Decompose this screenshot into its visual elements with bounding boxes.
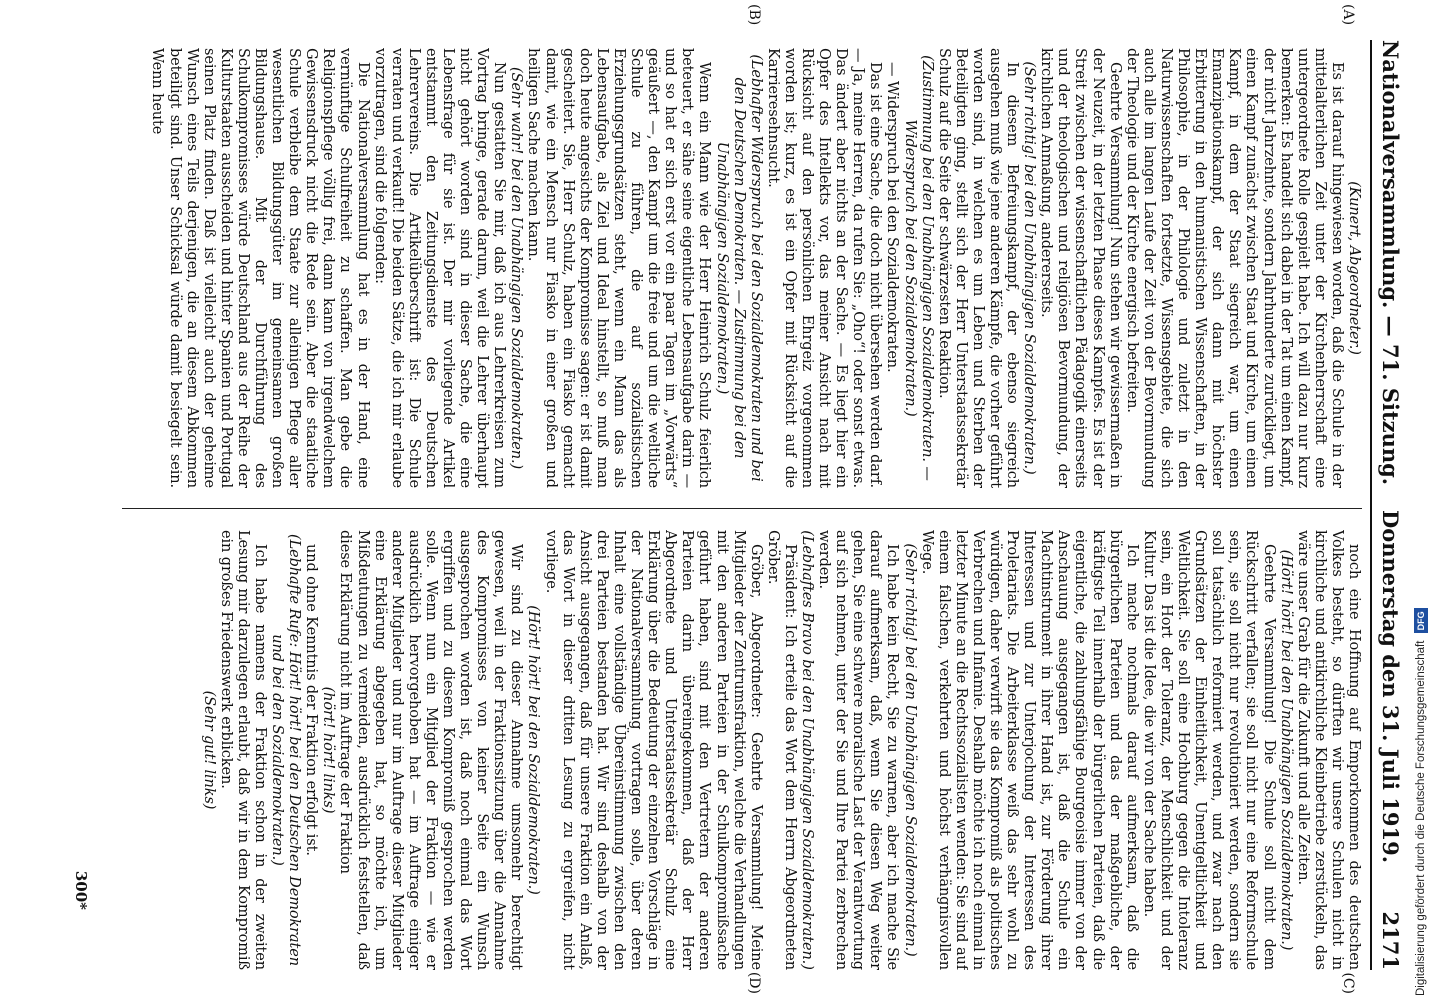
paragraph: (Kunert, Abgeordneter.): [1346, 181, 1362, 355]
page-number: 2171: [1378, 911, 1403, 970]
margin-mark-a: (A): [1340, 4, 1356, 26]
paragraph: (Sehr gut! links): [200, 690, 217, 810]
paragraph: (Lebhafter Widerspruch bei den Sozialdemokraten und bei den Deutschen Demokraten. — Zustimmung bei den Unabhängigen Sozialdemokraten.): [713, 54, 764, 482]
paragraph: (Lebhaftes Bravo bei den Unabhängigen Sozialdemokraten.): [799, 530, 815, 970]
paragraph: Geehrte Versammlung! Die Schule soll nicht dem Rückschritt verfallen; sie soll nicht nur eine Reformschule sein, sie soll nicht nur revolutioniert werden, sondern sie soll tatsächlich reformiert werden, und zwar nach den Grundsätzen der Einheitlichkeit, Unentgeltlichkeit und Weltlichkeit. Sie soll eine Hochburg gegen die Intoleranz sein, ein Hort der Toleranz, der Menschlichkeit und der Kultur. Das ist die Idee, die wir von der Sache haben.: [1140, 530, 1277, 970]
paragraph: In diesem Befreiungskampf, der ebenso siegreich ausgehen muß wie jene anderen Kämpfe, die vorher geführt worden sind, in welchen es um Leben und Sterben der Beteiligten ging, stellt sich der Herr Unterstaatssekretär Schulz auf die Seite der schwärzesten Reaktion.: [935, 48, 1021, 488]
paragraph: Geehrte Versammlung! Nun stehen wir gewissermaßen in der Neuzeit, in der letzten Phase dieses Kampfes. Es ist der Streit zwischen der wissenschaftlichen Pädagogik einerseits und der theologischen und religiösen Bevormundung, der kirchlichen Anmaßung, andererseits.: [1038, 48, 1123, 488]
paragraph: Ich habe kein Recht, Sie zu warnen, aber ich mache Sie darauf aufmerksam, daß, wenn Sie diesen Weg weiter gehen, Sie eine schwere moralische Last der Verantwortung auf sich nehmen, unter der Sie und Ihre Partei zerbrechen werden.: [816, 530, 901, 970]
paragraph: (Hört! hört! bei den Unabhängigen Sozialdemokraten.): [1277, 549, 1294, 951]
paragraph: (Sehr wahr! bei den Unabhängigen Sozialdemokraten.): [508, 66, 525, 470]
paragraph: Wenn ein Mann wie der Herr Heinrich Schulz feierlich beteuert, er sähe seine eigentliche Lebensaufgabe darin — und so hat er sich erst vor ein paar Tagen im „Vorwärts“ geäußert —, den Kampf um die freie und um die weltliche Schule zu führen, die auf sozialistischen Erziehungsgrundsätzen steht, wenn ein Mann das als Lebensaufgabe, als Ziel und Ideal hinstellt, so muß man doch heute angesichts der Kompromisse sagen: er ist damit gescheitert. Sie, Herr Schulz, haben ein Fiasko gemacht damit, wie ein Mensch nur Fiasko in einer großen und heiligen Sache machen kann.: [525, 48, 713, 488]
margin-mark-b: (B): [746, 4, 762, 26]
page-header: [1370, 40, 1408, 970]
paragraph: Wir sind zu dieser Annahme umsomehr berechtigt gewesen, weil in der Fraktionssitzung über die Annahme des Kompromisses von keiner Seite ein Wunsch ausgesprochen worden ist, daß noch einmal das Wort ergriffen und zu diesem Kompromiß gesprochen werden solle. Wenn nun ein Mitglied der Fraktion — wie er ausdrücklich hervorgehoben hat — im Auftrage einiger anderer Mitglieder und nur im Auftrage dieser Mitglieder eine Erklärung abgegeben hat, so möchte ich, um Mißdeutungen zu vermeiden, ausdrücklich feststellen, daß diese Erklärung nicht im Auftrage der Fraktion: [337, 530, 525, 970]
digitization-note: [1412, 6, 1430, 996]
paragraph: Präsident: Ich erteile das Wort dem Herrn Abgeordneten Gröber.: [764, 530, 798, 970]
paragraph: (Sehr richtig! bei den Unabhängigen Sozialdemokraten.): [1021, 61, 1038, 475]
paragraph: Das ist eine Sache, die doch nicht übersehen werden darf. — Ja, meine Herren, da rufen Sie: „Oho“! oder sonst etwas. Das ändert aber nichts an der Sache. — Es liegt hier ein Opfer des Intellekts vor, das meiner Ansicht nach mit Rücksicht auf den persönlichen Ehrgeiz vorgenommen worden ist; kurz, es ist ein Opfer mit Rücksicht auf die Karrieresehnsucht.: [764, 48, 884, 488]
column-divider: [122, 508, 1362, 509]
paragraph: — Widerspruch bei den Sozialdemokraten.: [884, 62, 901, 373]
right-text-column: [92, 530, 1362, 970]
margin-mark-c: (C): [1340, 972, 1356, 994]
paragraph: (Lebhafte Rufe: Hört! hört! bei den Deutschen Demokraten und bei den Sozialdemokraten.): [269, 534, 303, 966]
paragraph: (Zustimmung bei den Unabhängigen Sozialdemokraten. — Widerspruch bei den Sozialdemokraten.): [901, 55, 935, 481]
paragraph: (Sehr richtig! bei den Unabhängigen Sozialdemokraten.): [901, 543, 918, 957]
paragraph: Ich mache nochmals darauf aufmerksam, daß die bürgerlichen Parteien und das der maßgebliche, der kräftigste Teil innerhalb der bürgerlichen Parteien, daß die eigentliche, die zahlungsfähige Bourgeoisie immer von der Anschauung ausgegangen ist, daß die Schule ein Machtinstrument in ihrer Hand ist, zur Förderung ihrer Interessen und zur Unterjochung der Interessen des Proletariats. Die Arbeiterklasse weiß das sehr wohl zu würdigen, daher verwirft sie das Kompromiß als politisches Verbrechen und Infamie. Deshalb möchte ich noch einmal in letzter Minute an die Rechtssozialisten wenden: Sie sind auf einem falschen, verkehrten und höchst verhängnisvollen Wege.: [918, 530, 1140, 970]
header-date: Donnerstag den 31. Juli 1919.: [1378, 510, 1403, 864]
page-signature: 300*: [72, 870, 90, 910]
paragraph: (Hört! hört! bei den Sozialdemokraten.): [525, 605, 542, 895]
left-text-column: [92, 48, 1362, 488]
paragraph: Nun gestatten Sie mir, daß ich aus Lehrerkreisen zum Vortrag bringe, gerade darum, weil die Lehrer überhaupt nicht gehört worden sind in dieser Sache, die eine Lebensfrage für sie ist. Der mir vorliegende Artikel entstammt den Zeitungsdienste des Deutschen Lehrervereins. Die Artikelüberschrift ist: Die Schule verraten und verkauft! Die beiden Sätze, die ich mir erlaube vorzutragen, sind die folgenden:: [371, 48, 508, 488]
paragraph: (hört! hört! links): [320, 686, 337, 814]
paragraph: Die Nationalversammlung hat es in der Hand, eine vernünftige Schulfreiheit zu schaffen. Man gebe die Religionspflege völlig frei, dann kann von irgendwelchem Gewissensdruck nicht die Rede sein. Aber die staatliche Schule verbleibe dem Staate zur alleinigen Pflege aller wesentlichen Bildungsgüter im gemeinsamen großen Bildungshause. Mit der Durchführung des Schulkompromisses würde Deutschland aus der Reihe der Kulturstaaten ausscheiden und hinter Spanien und Portugal seinen Platz finden. Daß ist vielleicht auch der geheime Wunsch eines Teils derjenigen, die an diesem Abkommen beteiligt sind. Unser Schicksal würde damit besiegelt sein. Wenn heute: [149, 48, 371, 488]
paragraph: Gröber, Abgeordneter: Geehrte Versammlung! Meine Mitglieder der Zentrumsfraktion, welche die Verhandlungen mit den anderen Parteien in der Schulkompromißsache geführt haben, sind mit den Vertretern der anderen Parteien darin übereingekommen, daß der Herr Abgeordnete und Unterstaatssekretär Schulz eine Erklärung über die Bedeutung der einzelnen Vorschläge in der Nationalversammlung vortragen solle, über deren Inhalt eine vollständige Übereinstimmung zwischen den drei Parteien bestanden hat. Wir sind deshalb von der Ansicht ausgegangen, daß für unsere Fraktion ein Anlaß, das Wort in dieser dritten Lesung zu ergreifen, nicht vorliege.: [542, 530, 764, 970]
digitization-note-text: Digitalisierung gefördert durch die Deutsche Forschungsgemeinschaft: [1415, 640, 1427, 996]
paragraph: und ohne Kenntnis der Fraktion erfolgt ist.: [303, 544, 320, 856]
paragraph: noch eine Hoffnung auf Emporkommen des deutschen Volkes besteht, so dürften wir unsere Schulen nicht in kirchliche und antikirchliche Kleinbetriebe zerstückeln, das wäre unser Grab für die Zukunft und alle Zeiten.: [1294, 530, 1362, 970]
paragraph: Ich habe namens der Fraktion schon in der zweiten Lesung mir darzulegen erlaubt, daß wir in dem Kompromiß ein großes Friedenswerk erblicken.: [217, 530, 268, 970]
dfg-logo-badge: DFG: [1414, 608, 1428, 633]
newspaper-page: [62, 0, 1422, 1000]
margin-mark-d: (D): [746, 971, 762, 994]
header-left: Nationalversammlung. — 71. Sitzung.: [1378, 40, 1403, 486]
paragraph: Es ist darauf hingewiesen worden, daß die Schule in der mittelalterlichen Zeit unter der Kirchenherrschaft eine untergeordnete Rolle gespielt habe. Ich will dazu nur kurz bemerken: Es handelt sich dabei in der Tat um einen Kampf, der nicht Jahrzehnte, sondern Jahrhunderte zurückliegt, um einen Kampf zunächst zwischen Staat und Kirche, um einen Kampf, in dem der Staat siegreich war, um einen Emanzipationskampf, der sich dann mit höchster Erbitterung in den humanistischen Wissenschaften, in der Philosophie, in der Philologie und zuletzt in den Naturwissenschaften fortsetzte, Wissensgebiete, die sich auch alle im langen Laufe der Zeit von der Bevormundung der Theologie und der Kirche energisch befreiten.: [1123, 48, 1345, 488]
